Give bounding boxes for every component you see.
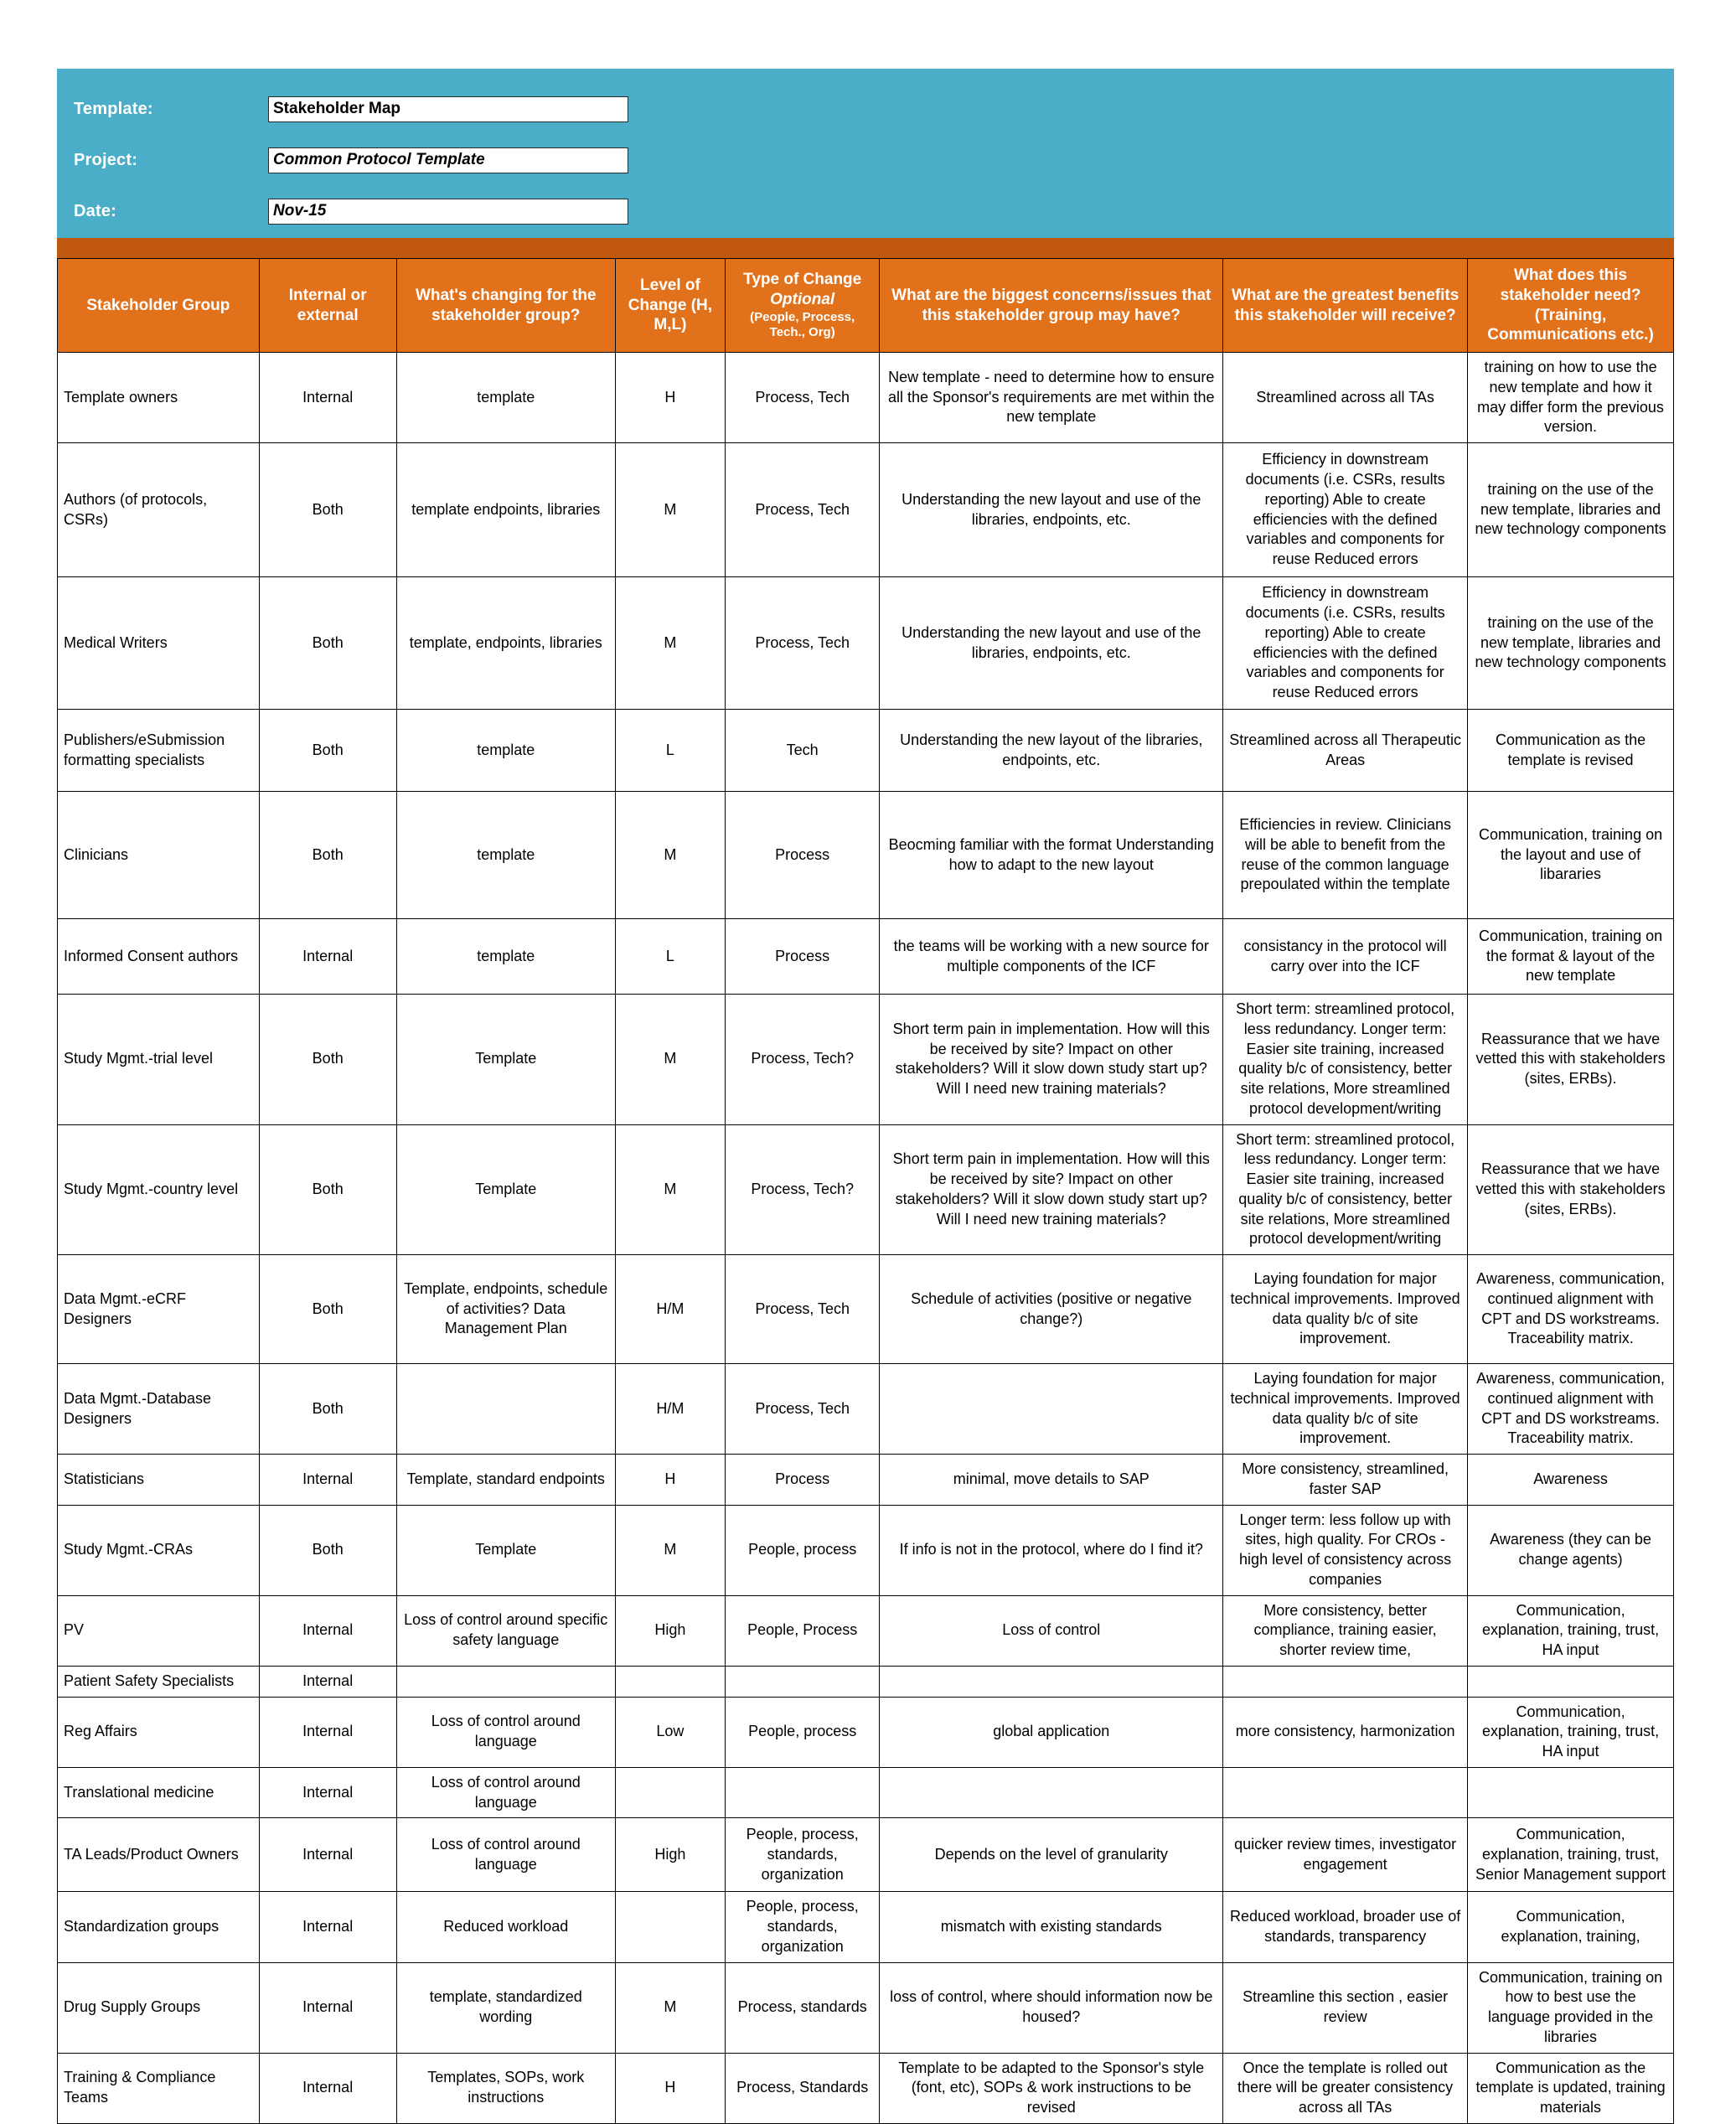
cell-concerns[interactable]: New template - need to determine how to ensure all the Sponsor's requirements are met within the new template <box>880 353 1223 443</box>
cell-concerns[interactable]: Template to be adapted to the Sponsor's style (font, etc), SOPs & work instructions to be revised <box>880 2053 1223 2123</box>
cell-benefits[interactable]: Laying foundation for major technical improvements. Improved data quality b/c of site improvement. <box>1223 1255 1468 1364</box>
table-row <box>58 792 1674 919</box>
cell-level-of-change[interactable]: M <box>615 1505 725 1595</box>
cell-type-of-change[interactable]: People, process, standards, organization <box>725 1892 879 1962</box>
table-row <box>58 1892 1674 1962</box>
project-name-field[interactable]: Common Protocol Template <box>268 147 628 173</box>
cell-type-of-change[interactable]: Process, Standards <box>725 2053 879 2123</box>
table-row <box>58 1505 1674 1595</box>
cell-benefits[interactable]: More consistency, better compliance, training easier, shorter review time, <box>1223 1595 1468 1666</box>
column-header-internal-or-external: Internal or external <box>259 259 396 353</box>
cell-whats-changing[interactable]: Template, standard endpoints <box>396 1455 615 1506</box>
cell-benefits[interactable]: Reduced workload, broader use of standards, transparency <box>1223 1892 1468 1962</box>
cell-type-of-change[interactable]: People, process <box>725 1505 879 1595</box>
cell-internal-or-external[interactable]: Both <box>259 577 396 710</box>
cell-concerns[interactable]: Understanding the new layout and use of the libraries, endpoints, etc. <box>880 577 1223 710</box>
meta-label-date: Date: <box>74 202 117 220</box>
cell-internal-or-external[interactable]: Both <box>259 710 396 792</box>
cell-level-of-change[interactable]: High <box>615 1595 725 1666</box>
cell-stakeholder-group[interactable]: Standardization groups <box>58 1892 260 1962</box>
cell-whats-changing[interactable]: Reduced workload <box>396 1892 615 1962</box>
cell-stakeholder-group[interactable]: Patient Safety Specialists <box>58 1666 260 1697</box>
cell-needs[interactable]: Communication, explanation, training, trust, Senior Management support <box>1468 1818 1674 1892</box>
cell-benefits[interactable]: Efficiency in downstream documents (i.e. CSRs, results reporting) Able to create efficiencies with the defined variables and components for reuse Reduced errors <box>1223 577 1468 710</box>
cell-internal-or-external[interactable]: Both <box>259 1255 396 1364</box>
cell-stakeholder-group[interactable]: Study Mgmt.-trial level <box>58 995 260 1125</box>
cell-stakeholder-group[interactable]: Template owners <box>58 353 260 443</box>
cell-level-of-change[interactable]: Low <box>615 1697 725 1767</box>
cell-benefits[interactable]: Efficiencies in review. Clinicians will be able to benefit from the reuse of the common language prepoulated within the template <box>1223 792 1468 919</box>
cell-type-of-change[interactable]: Process, Tech <box>725 443 879 577</box>
table-row <box>58 1255 1674 1364</box>
cell-type-of-change[interactable]: People, Process <box>725 1595 879 1666</box>
cell-concerns[interactable] <box>880 1767 1223 1818</box>
table-row <box>58 443 1674 577</box>
cell-internal-or-external[interactable]: Internal <box>259 1455 396 1506</box>
column-header-level-of-change: Level of Change (H, M,L) <box>615 259 725 353</box>
cell-level-of-change[interactable]: H <box>615 1455 725 1506</box>
table-row <box>58 1666 1674 1697</box>
cell-needs[interactable]: training on the use of the new template, libraries and new technology components <box>1468 443 1674 577</box>
cell-whats-changing[interactable]: Loss of control around language <box>396 1767 615 1818</box>
cell-needs[interactable]: training on the use of the new template, libraries and new technology components <box>1468 577 1674 710</box>
cell-level-of-change[interactable]: M <box>615 577 725 710</box>
cell-concerns[interactable]: minimal, move details to SAP <box>880 1455 1223 1506</box>
cell-benefits[interactable]: quicker review times, investigator engagement <box>1223 1818 1468 1892</box>
cell-benefits[interactable]: Once the template is rolled out there will be greater consistency across all TAs <box>1223 2053 1468 2123</box>
cell-benefits[interactable]: Efficiency in downstream documents (i.e. CSRs, results reporting) Able to create efficiencies with the defined variables and components for reuse Reduced errors <box>1223 443 1468 577</box>
cell-benefits[interactable]: Streamlined across all Therapeutic Areas <box>1223 710 1468 792</box>
cell-benefits[interactable]: Streamlined across all TAs <box>1223 353 1468 443</box>
cell-stakeholder-group[interactable]: Study Mgmt.-CRAs <box>58 1505 260 1595</box>
cell-concerns[interactable]: Short term pain in implementation. How will this be received by site? Impact on other stakeholders? Will it slow down study start up? Will I need new training materials? <box>880 1124 1223 1255</box>
cell-level-of-change[interactable]: H/M <box>615 1255 725 1364</box>
cell-whats-changing[interactable]: Loss of control around language <box>396 1818 615 1892</box>
meta-label-template: Template: <box>74 100 153 118</box>
table-row <box>58 353 1674 443</box>
cell-internal-or-external[interactable]: Internal <box>259 2053 396 2123</box>
column-header-type-of-change <box>725 259 879 353</box>
cell-stakeholder-group[interactable]: Publishers/eSubmission formatting specialists <box>58 710 260 792</box>
cell-whats-changing[interactable]: template <box>396 792 615 919</box>
cell-internal-or-external[interactable]: Internal <box>259 1697 396 1767</box>
cell-type-of-change[interactable]: Process, Tech <box>725 577 879 710</box>
cell-whats-changing[interactable] <box>396 1666 615 1697</box>
cell-stakeholder-group[interactable]: Clinicians <box>58 792 260 919</box>
cell-stakeholder-group[interactable]: Medical Writers <box>58 577 260 710</box>
table-body <box>58 353 1674 2124</box>
cell-stakeholder-group[interactable]: Informed Consent authors <box>58 919 260 995</box>
cell-whats-changing[interactable]: Loss of control around specific safety language <box>396 1595 615 1666</box>
cell-type-of-change[interactable]: Process, Tech <box>725 1364 879 1455</box>
cell-concerns[interactable]: Loss of control <box>880 1595 1223 1666</box>
cell-type-of-change[interactable] <box>725 1767 879 1818</box>
cell-concerns[interactable] <box>880 1666 1223 1697</box>
cell-level-of-change[interactable] <box>615 1666 725 1697</box>
column-header-greatest-benefits: What are the greatest benefits this stakeholder will receive? <box>1223 259 1468 353</box>
cell-type-of-change[interactable]: Process <box>725 1455 879 1506</box>
cell-needs[interactable]: Awareness, communication, continued alignment with CPT and DS workstreams. Traceability matrix. <box>1468 1364 1674 1455</box>
cell-concerns[interactable]: If info is not in the protocol, where do I find it? <box>880 1505 1223 1595</box>
cell-benefits[interactable]: more consistency, harmonization <box>1223 1697 1468 1767</box>
table-row <box>58 995 1674 1125</box>
type-of-change-sub: (People, Process, Tech., Org) <box>750 309 855 340</box>
cell-level-of-change[interactable]: M <box>615 995 725 1125</box>
cell-stakeholder-group[interactable]: Data Mgmt.-eCRF Designers <box>58 1255 260 1364</box>
type-of-change-main: Type of Change <box>743 271 862 288</box>
cell-needs[interactable] <box>1468 1666 1674 1697</box>
cell-type-of-change[interactable]: Process <box>725 919 879 995</box>
meta-label-project: Project: <box>74 151 138 169</box>
cell-needs[interactable]: Communication as the template is revised <box>1468 710 1674 792</box>
cell-whats-changing[interactable]: Template <box>396 995 615 1125</box>
cell-level-of-change[interactable] <box>615 1892 725 1962</box>
table-row <box>58 1595 1674 1666</box>
cell-internal-or-external[interactable]: Both <box>259 1505 396 1595</box>
cell-needs[interactable]: Awareness (they can be change agents) <box>1468 1505 1674 1595</box>
cell-needs[interactable]: Communication, explanation, training, <box>1468 1892 1674 1962</box>
cell-stakeholder-group[interactable]: Translational medicine <box>58 1767 260 1818</box>
cell-type-of-change[interactable]: People, process <box>725 1697 879 1767</box>
stakeholder-table <box>57 258 1674 2124</box>
cell-whats-changing[interactable] <box>396 1364 615 1455</box>
column-header-whats-changing: What's changing for the stakeholder group? <box>396 259 615 353</box>
cell-concerns[interactable]: Beocming familiar with the format Understanding how to adapt to the new layout <box>880 792 1223 919</box>
cell-needs[interactable]: training on how to use the new template and how it may differ form the previous version. <box>1468 353 1674 443</box>
cell-concerns[interactable]: Schedule of activities (positive or negative change?) <box>880 1255 1223 1364</box>
cell-internal-or-external[interactable]: Internal <box>259 919 396 995</box>
cell-type-of-change[interactable]: Tech <box>725 710 879 792</box>
column-header-stakeholder-group: Stakeholder Group <box>58 259 260 353</box>
cell-internal-or-external[interactable]: Internal <box>259 1962 396 2053</box>
cell-needs[interactable]: Communication as the template is updated, training materials <box>1468 2053 1674 2123</box>
cell-internal-or-external[interactable]: Both <box>259 1364 396 1455</box>
cell-benefits[interactable]: Streamline this section , easier review <box>1223 1962 1468 2053</box>
cell-concerns[interactable]: Short term pain in implementation. How will this be received by site? Impact on other stakeholders? Will it slow down study start up? Will I need new training materials? <box>880 995 1223 1125</box>
type-of-change-optional: Optional <box>770 290 835 308</box>
cell-level-of-change[interactable]: M <box>615 792 725 919</box>
meta-row-project <box>74 138 1674 182</box>
cell-needs[interactable]: Communication, training on the format & layout of the new template <box>1468 919 1674 995</box>
table-header-row <box>58 259 1674 353</box>
cell-type-of-change[interactable]: Process, standards <box>725 1962 879 2053</box>
cell-benefits[interactable]: Short term: streamlined protocol, less redundancy. Longer term: Easier site training, increased quality b/c of consistency, better site relations, More streamlined protocol development/writing <box>1223 995 1468 1125</box>
cell-stakeholder-group[interactable]: Drug Supply Groups <box>58 1962 260 2053</box>
table-row <box>58 577 1674 710</box>
cell-whats-changing[interactable]: Templates, SOPs, work instructions <box>396 2053 615 2123</box>
cell-needs[interactable] <box>1468 1767 1674 1818</box>
cell-whats-changing[interactable]: template <box>396 919 615 995</box>
table-row <box>58 1124 1674 1255</box>
cell-internal-or-external[interactable]: Internal <box>259 1595 396 1666</box>
cell-level-of-change[interactable]: L <box>615 710 725 792</box>
cell-needs[interactable]: Reassurance that we have vetted this with stakeholders (sites, ERBs). <box>1468 1124 1674 1255</box>
cell-concerns[interactable]: the teams will be working with a new source for multiple components of the ICF <box>880 919 1223 995</box>
cell-level-of-change[interactable]: H <box>615 2053 725 2123</box>
cell-concerns[interactable] <box>880 1364 1223 1455</box>
cell-needs[interactable]: Reassurance that we have vetted this with stakeholders (sites, ERBs). <box>1468 995 1674 1125</box>
cell-concerns[interactable]: loss of control, where should information now be housed? <box>880 1962 1223 2053</box>
cell-level-of-change[interactable]: M <box>615 1124 725 1255</box>
cell-type-of-change[interactable]: Process <box>725 792 879 919</box>
table-row <box>58 1962 1674 2053</box>
cell-whats-changing[interactable]: template endpoints, libraries <box>396 443 615 577</box>
cell-internal-or-external[interactable]: Internal <box>259 1818 396 1892</box>
cell-needs[interactable]: Communication, training on the layout and use of libararies <box>1468 792 1674 919</box>
cell-internal-or-external[interactable]: Both <box>259 443 396 577</box>
cell-whats-changing[interactable]: Template, endpoints, schedule of activities? Data Management Plan <box>396 1255 615 1364</box>
cell-internal-or-external[interactable]: Both <box>259 1124 396 1255</box>
cell-stakeholder-group[interactable]: TA Leads/Product Owners <box>58 1818 260 1892</box>
cell-whats-changing[interactable]: Template <box>396 1505 615 1595</box>
cell-stakeholder-group[interactable]: Data Mgmt.-Database Designers <box>58 1364 260 1455</box>
cell-internal-or-external[interactable]: Both <box>259 792 396 919</box>
cell-internal-or-external[interactable]: Internal <box>259 1666 396 1697</box>
cell-needs[interactable]: Awareness, communication, continued alignment with CPT and DS workstreams. Traceability matrix. <box>1468 1255 1674 1364</box>
cell-concerns[interactable]: global application <box>880 1697 1223 1767</box>
cell-level-of-change[interactable]: L <box>615 919 725 995</box>
table-row <box>58 710 1674 792</box>
cell-type-of-change[interactable]: Process, Tech? <box>725 995 879 1125</box>
cell-needs[interactable]: Communication, training on how to best use the language provided in the libraries <box>1468 1962 1674 2053</box>
table-row <box>58 1455 1674 1506</box>
cell-benefits[interactable] <box>1223 1767 1468 1818</box>
column-header-stakeholder-needs: What does this stakeholder need? (Training, Communications etc.) <box>1468 259 1674 353</box>
cell-stakeholder-group[interactable]: Study Mgmt.-country level <box>58 1124 260 1255</box>
cell-stakeholder-group[interactable]: PV <box>58 1595 260 1666</box>
cell-internal-or-external[interactable]: Internal <box>259 353 396 443</box>
cell-benefits[interactable]: More consistency, streamlined, faster SAP <box>1223 1455 1468 1506</box>
date-field[interactable]: Nov-15 <box>268 199 628 225</box>
cell-benefits[interactable]: Laying foundation for major technical improvements. Improved data quality b/c of site improvement. <box>1223 1364 1468 1455</box>
table-top-band <box>57 238 1674 258</box>
table-row <box>58 1818 1674 1892</box>
cell-whats-changing[interactable]: Loss of control around language <box>396 1697 615 1767</box>
cell-needs[interactable]: Communication, explanation, training, trust, HA input <box>1468 1595 1674 1666</box>
cell-whats-changing[interactable]: template <box>396 353 615 443</box>
cell-benefits[interactable]: Short term: streamlined protocol, less redundancy. Longer term: Easier site training, increased quality b/c of consistency, better site relations, More streamlined protocol development/writing <box>1223 1124 1468 1255</box>
table-row <box>58 1697 1674 1767</box>
meta-row-template <box>74 87 1674 131</box>
cell-needs[interactable]: Awareness <box>1468 1455 1674 1506</box>
cell-level-of-change[interactable] <box>615 1767 725 1818</box>
cell-type-of-change[interactable] <box>725 1666 879 1697</box>
table-row <box>58 1364 1674 1455</box>
cell-level-of-change[interactable]: M <box>615 1962 725 2053</box>
cell-concerns[interactable]: mismatch with existing standards <box>880 1892 1223 1962</box>
meta-row-date <box>74 189 1674 233</box>
cell-level-of-change[interactable]: M <box>615 443 725 577</box>
cell-benefits[interactable]: consistancy in the protocol will carry over into the ICF <box>1223 919 1468 995</box>
table-row <box>58 1767 1674 1818</box>
cell-internal-or-external[interactable]: Internal <box>259 1767 396 1818</box>
cell-whats-changing[interactable]: template, endpoints, libraries <box>396 577 615 710</box>
cell-type-of-change[interactable]: Process, Tech <box>725 1255 879 1364</box>
template-name-field[interactable]: Stakeholder Map <box>268 96 628 122</box>
stakeholder-table-wrapper <box>57 258 1674 2124</box>
cell-level-of-change[interactable]: H <box>615 353 725 443</box>
cell-type-of-change[interactable]: Process, Tech? <box>725 1124 879 1255</box>
cell-type-of-change[interactable]: People, process, standards, organization <box>725 1818 879 1892</box>
cell-needs[interactable]: Communication, explanation, training, trust, HA input <box>1468 1697 1674 1767</box>
cell-type-of-change[interactable]: Process, Tech <box>725 353 879 443</box>
cell-whats-changing[interactable]: Template <box>396 1124 615 1255</box>
cell-level-of-change[interactable]: H/M <box>615 1364 725 1455</box>
cell-stakeholder-group[interactable]: Authors (of protocols, CSRs) <box>58 443 260 577</box>
column-header-biggest-concerns: What are the biggest concerns/issues that this stakeholder group may have? <box>880 259 1223 353</box>
cell-level-of-change[interactable]: High <box>615 1818 725 1892</box>
cell-concerns[interactable]: Understanding the new layout and use of the libraries, endpoints, etc. <box>880 443 1223 577</box>
cell-stakeholder-group[interactable]: Reg Affairs <box>58 1697 260 1767</box>
cell-concerns[interactable]: Understanding the new layout of the libraries, endpoints, etc. <box>880 710 1223 792</box>
cell-benefits[interactable]: Longer term: less follow up with sites, high quality. For CROs - high level of consistency across companies <box>1223 1505 1468 1595</box>
cell-stakeholder-group[interactable]: Statisticians <box>58 1455 260 1506</box>
table-row <box>58 919 1674 995</box>
cell-stakeholder-group[interactable]: Training & Compliance Teams <box>58 2053 260 2123</box>
cell-whats-changing[interactable]: template <box>396 710 615 792</box>
document-meta-header <box>57 69 1674 238</box>
cell-internal-or-external[interactable]: Internal <box>259 1892 396 1962</box>
cell-internal-or-external[interactable]: Both <box>259 995 396 1125</box>
cell-benefits[interactable] <box>1223 1666 1468 1697</box>
cell-whats-changing[interactable]: template, standardized wording <box>396 1962 615 2053</box>
table-row <box>58 2053 1674 2123</box>
cell-concerns[interactable]: Depends on the level of granularity <box>880 1818 1223 1892</box>
